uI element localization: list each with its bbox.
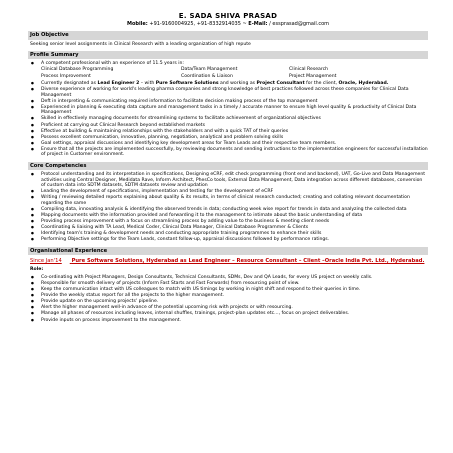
current-role-title: Project Consultant [256,81,305,87]
list-item: ● A competent professional with an experience of 11.5 years in: [28,61,428,67]
current-role-text: – with [139,81,156,87]
list-item: ● Skilled in effectively managing documents for streamlining systems to facilitate achievement of organizational objectives [28,116,428,122]
current-role-text: Currently designated as [41,81,98,87]
current-role-text: and working as [218,81,257,87]
list-item: ● Leading the development of specifications, implementation and testing for the development of eCRF [28,189,428,195]
list-item: ● Deft in interpreting & communicating required information to facilitate decision making process of the top management [28,99,428,105]
list-item: ● Proficient at carrying out Clinical Research beyond established markets [28,123,428,129]
list-item: ● Compiling data, innovating analysis & identifying the observed trends in data; conducting week wise report for trends in data and analyzing the collected data [28,207,428,213]
expertise-area: Project Management [289,73,337,79]
expertise-area: Data/Team Management [181,67,238,73]
list-item: ● Responsible for smooth delivery of projects (Inform Fast Starts and Fast Forwards) from resourcing point of view. [28,281,428,287]
list-item: ● Providing process improvement with a focus on streamlining process by adding value to the business & meeting client needs [28,219,428,225]
employer-line [30,258,428,264]
list-item: ● Keep the communication intact with US colleagues to match with US timings by working in night shift and respond to their queries in time. [28,287,428,293]
role-label: Role: [30,267,44,273]
list-item: ● Alert the higher management well-in advance of the potential upcoming risk with projects or with resourcing. [28,305,428,311]
current-role-text: for the client, [304,81,339,87]
candidate-name: E. SADA SHIVA PRASAD [178,12,278,20]
list-item: ● Performing Objective settings for the Team Leads, constant follow-up, appraisal discussions followed by performance ratings. [28,237,428,243]
expertise-area: Process Improvement [41,73,91,79]
expertise-area: Clinical Research [289,67,329,73]
job-objective-text: Seeking senior level assignments in Clinical Research with a leading organization of high repute [30,41,251,47]
current-role-company: Pure Software Solutions [155,81,219,87]
employer-details: Pure Software Solutions, Hyderabad as Lead Engineer – Resource Consultant – Client –Oracle India Pvt. Ltd., Hyderabad. [71,258,425,265]
list-item: ● Writing / reviewing detailed reports explaining about quality & its results, in terms of clinical research conducted; creating and collating relevant documentation regarding the same [28,195,428,206]
core-competencies-list [28,172,428,243]
role-list [28,275,428,323]
list-item: ● Co-ordinating with Project Managers, Design Consultants, Technical Consultants, SDMs, Dev and QA Leads, for every US project on weekly calls. [28,275,428,281]
list-item: ● Coordinating & liaising with TA Lead, Medical Coder, Clinical Data Manager, Clinical Database Programmer & Clients [28,225,428,231]
expertise-row [28,74,428,80]
expertise-area: Clinical Database Programming [41,67,114,73]
expertise-row [28,67,428,73]
profile-summary-heading: Profile Summary [28,51,428,59]
current-role-client: Oracle, Hyderabad. [338,81,389,87]
list-item: ● Provide the weekly status report for all the projects to the higher management. [28,293,428,299]
email-value: / essprasad@gmail.com [269,21,330,28]
core-competencies-heading: Core Competencies [28,162,428,170]
mobile-label: Mobile: [126,21,148,28]
profile-summary-list [28,61,428,67]
profile-summary-list-cont [28,81,428,158]
list-item: ● Possess excellent communication, innovative, planning, negotiation, analytical and problem solving skills [28,135,428,141]
mobile-value: +91-9160004925, +91-8332914035 [149,21,241,28]
current-role-designation: Lead Engineer 2 [97,81,140,87]
list-item: ● Diverse experience of working for world's leading pharma companies and strong knowledge of best practices followed across these companies for Clinical Data Management [28,87,428,98]
list-item: ● Goal settings, appraisal discussions and identifying key development areas for Team Leads and their respective team members. [28,141,428,147]
list-item: ● Identifying team's training & development needs and conducting appropriate training programmes to enhance their skills [28,231,428,237]
list-item: ● Mapping documents with the information provided and forwarding it to the management to intimate about the basic understanding of data [28,213,428,219]
employment-since: Since Jan'14 [30,258,62,265]
list-item: ● Effective at building & maintaining relationships with the stakeholders and with a quick TAT of their queries [28,129,428,135]
expertise-area: Coordination & Liaison [181,73,233,79]
organisational-experience-heading: Organisational Experience [28,247,428,255]
contact-separator: ~ [242,21,247,28]
list-item: ● Ensure that all the projects are implemented successfully, by reviewing documents and sending instructions to the implementation engineers for successful installation of project in Customer environment. [28,147,428,158]
contact-line [28,21,428,27]
list-item: ● Experienced in planning & executing data capture and management tasks in a timely / accurate manner to ensure high level quality & productivity of Clinical Data Management [28,105,428,116]
email-label: E-Mail: [248,21,268,28]
list-item: ● Manage all phases of resources including leaves, internal shuffles, trainings, project-plan updates etc..., focus on project deliverables. [28,311,428,317]
job-objective-heading: Job Objective [28,31,428,39]
list-item: ● Protocol understanding and its interpretation in specifications, Designing eCRF, edit check programming (front end and backend), UAT, Go-Live and Data Management activities using Central Designer, Medidata Rave, Inform Architect, PhesCo tools, External Data Management, Data integration across different databases, conversion of custom data into SDTM datasets, SDTM datasets review and updation [28,172,428,189]
list-item: ● Provide update on the upcoming projects' pipeline. [28,299,428,305]
current-role-item [28,81,428,87]
list-item: ● Provide inputs on process improvement to the management. [28,318,428,324]
